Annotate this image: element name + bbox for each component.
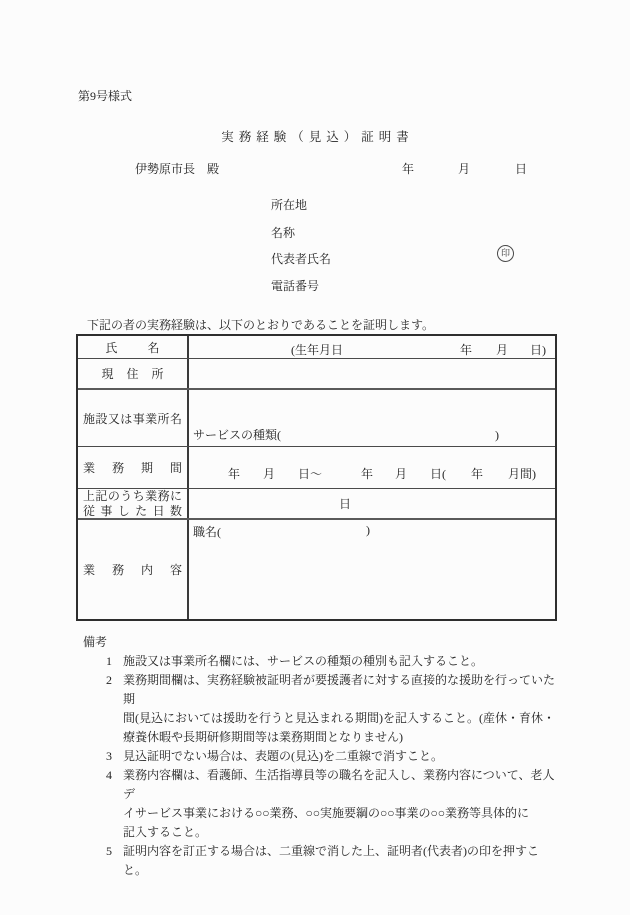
form-number: 第9号様式 bbox=[78, 89, 133, 103]
note-item-3 bbox=[83, 747, 555, 766]
note-text bbox=[123, 747, 443, 766]
days-unit-label: 日 bbox=[338, 497, 351, 511]
table-row-duties bbox=[78, 520, 555, 619]
date-month-label: 月 bbox=[458, 162, 471, 176]
duties-label: 業 務 内 容 bbox=[83, 563, 182, 577]
notes-section bbox=[83, 633, 555, 880]
seal-icon: 印 bbox=[497, 245, 514, 262]
days-label-line1: 上 記 の う ち 業 務 に bbox=[83, 488, 182, 503]
note-text bbox=[123, 671, 555, 747]
note-line: 見込証明でない場合は、表題の(見込)を二重線で消すこと。 bbox=[123, 749, 443, 763]
note-line: 証明内容を訂正する場合は、二重線で消した上、証明者(代表者)の印を押すこと。 bbox=[123, 844, 539, 877]
facility-label-cell bbox=[78, 390, 189, 446]
days-label bbox=[83, 489, 182, 519]
days-label-line2: 従 事 し た 日 数 bbox=[83, 503, 182, 518]
service-type-close-paren: ) bbox=[495, 428, 499, 442]
note-line: 間(見込においては援助を行うと見込まれる期間)を記入すること。(産休・育休・ bbox=[123, 711, 555, 725]
address-value-cell bbox=[189, 359, 555, 388]
period-label-cell bbox=[78, 447, 189, 488]
note-number: 3 bbox=[106, 749, 112, 763]
period-start-month-label: 月 bbox=[263, 467, 276, 481]
facility-value-cell bbox=[189, 390, 555, 446]
name-label-cell bbox=[78, 336, 189, 358]
birthdate-label: (生年月日 bbox=[291, 343, 343, 357]
work-period-label: 業 務 期 間 bbox=[83, 461, 182, 475]
note-text bbox=[123, 842, 555, 880]
note-line: 施設又は事業所名欄には、サービスの種類の種別も記入すること。 bbox=[123, 654, 484, 668]
note-line: 業務期間欄は、実務経験被証明者が要援護者に対する直接的な援助を行っていた期 bbox=[123, 673, 556, 706]
service-type-label: サービスの種類( bbox=[193, 428, 281, 442]
issuer-address-label: 所在地 bbox=[271, 198, 308, 212]
period-start-day-label: 日～ bbox=[298, 467, 323, 481]
note-text bbox=[123, 652, 483, 671]
birth-month-label: 月 bbox=[496, 343, 509, 357]
document-title: 実務経験（見込）証明書 bbox=[221, 130, 414, 144]
address-label-cell bbox=[78, 359, 189, 388]
note-number: 5 bbox=[106, 844, 112, 858]
facility-label: 施 設 又 は 事 業 所 名 bbox=[83, 411, 182, 426]
note-item-4 bbox=[83, 766, 555, 842]
job-title-label: 職名( bbox=[193, 525, 221, 539]
period-value-cell bbox=[189, 447, 555, 488]
period-total-year-label: 年 bbox=[471, 467, 484, 481]
note-line: イサービス事業における○○業務、○○実施要綱の○○事業の○○業務等具体的に bbox=[123, 806, 529, 820]
period-total-month-label: 月間) bbox=[508, 467, 536, 481]
period-end-month-label: 月 bbox=[395, 467, 408, 481]
note-text bbox=[123, 766, 555, 842]
note-line: 療養休暇や長期研修期間等は業務期間となりません) bbox=[123, 730, 403, 744]
issuer-phone-label: 電話番号 bbox=[271, 279, 320, 293]
birth-day-label: 日) bbox=[530, 343, 546, 357]
certificate-table bbox=[76, 334, 557, 621]
name-label: 氏 名 bbox=[105, 340, 160, 355]
issuer-representative-label: 代表者氏名 bbox=[271, 252, 332, 266]
date-year-label: 年 bbox=[402, 162, 415, 176]
note-line: 記入すること。 bbox=[123, 825, 208, 839]
table-row-facility bbox=[78, 390, 555, 447]
intro-sentence: 下記の者の実務経験は、以下のとおりであることを証明します。 bbox=[87, 318, 435, 332]
table-row-name bbox=[78, 336, 555, 359]
birth-year-label: 年 bbox=[460, 343, 473, 357]
days-value-cell bbox=[189, 489, 555, 518]
period-end-year-label: 年 bbox=[361, 467, 374, 481]
note-number: 2 bbox=[106, 673, 112, 687]
job-title-close-paren: ) bbox=[366, 523, 370, 537]
note-item-5 bbox=[83, 842, 555, 880]
table-row-period bbox=[78, 447, 555, 489]
period-start-year-label: 年 bbox=[228, 467, 241, 481]
days-label-cell bbox=[78, 489, 189, 518]
table-row-address bbox=[78, 359, 555, 390]
note-number: 4 bbox=[106, 768, 112, 782]
period-end-day-label: 日( bbox=[430, 467, 446, 481]
note-item-2 bbox=[83, 671, 555, 747]
date-day-label: 日 bbox=[515, 162, 528, 176]
current-address-label: 現 住 所 bbox=[101, 367, 164, 381]
name-value-cell bbox=[189, 336, 555, 358]
duties-value-cell bbox=[189, 520, 555, 619]
note-line: 業務内容欄は、看護師、生活指導員等の職名を記入し、業務内容について、老人デ bbox=[123, 768, 555, 801]
note-number: 1 bbox=[106, 654, 112, 668]
addressee: 伊勢原市長 殿 bbox=[135, 162, 220, 176]
duties-label-cell bbox=[78, 520, 189, 619]
notes-heading: 備考 bbox=[83, 635, 108, 649]
issuer-name-label: 名称 bbox=[271, 226, 296, 240]
note-item-1 bbox=[83, 652, 555, 671]
table-row-days bbox=[78, 489, 555, 520]
